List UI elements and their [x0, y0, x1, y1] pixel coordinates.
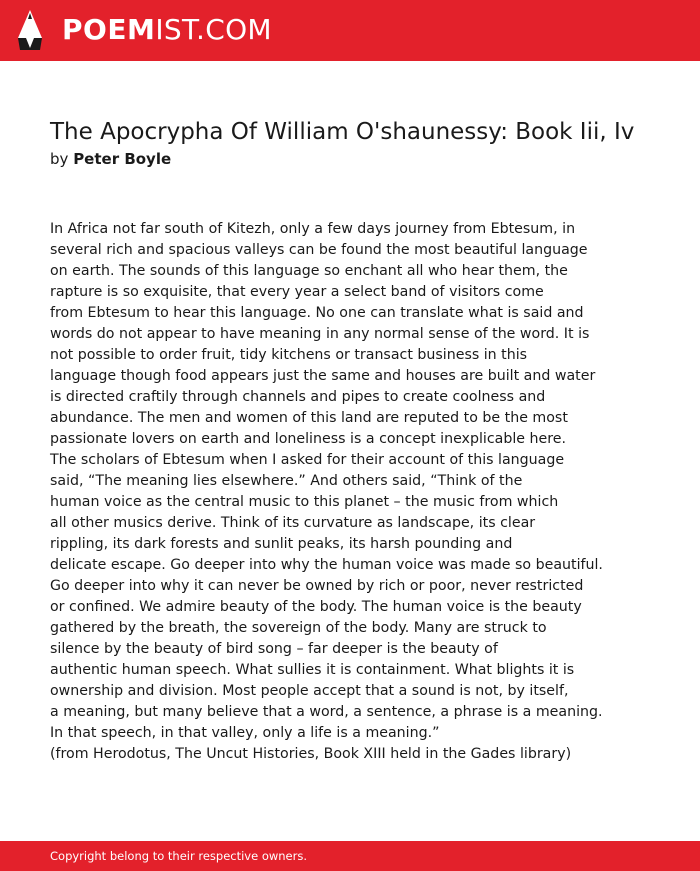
site-footer [0, 841, 700, 871]
poem-line: The scholars of Ebtesum when I asked for their account of this language [50, 452, 565, 468]
poem-line: ownership and division. Most people accept that a sound is not, by itself, [50, 683, 569, 699]
copyright-notice: Copyright belong to their respective owners. [50, 849, 308, 863]
poem-line: said, “The meaning lies elsewhere.” And others said, “Think of the [50, 473, 523, 489]
pencil-tip-icon [18, 10, 42, 52]
site-header [0, 0, 700, 61]
poem-line: on earth. The sounds of this language so enchant all who hear them, the [50, 263, 568, 279]
poem-line: In Africa not far south of Kitezh, only a few days journey from Ebtesum, in [50, 221, 576, 237]
site-logo[interactable] [62, 12, 272, 48]
poem-line: rapture is so exquisite, that every year a select band of visitors come [50, 284, 544, 300]
poem-line: language though food appears just the same and houses are built and water [50, 368, 596, 384]
poem-line: gathered by the breath, the sovereign of the body. Many are struck to [50, 620, 547, 636]
poem-line: passionate lovers on earth and loneliness is a concept inexplicable here. [50, 431, 567, 447]
poem-line: from Ebtesum to hear this language. No one can translate what is said and [50, 305, 584, 321]
poem-line: delicate escape. Go deeper into why the human voice was made so beautiful. [50, 557, 603, 573]
poem-line: is directed craftily through channels and pipes to create coolness and [50, 389, 546, 405]
poem-line: human voice as the central music to this planet – the music from which [50, 494, 559, 510]
author-name: Peter Boyle [73, 150, 172, 168]
poem-line: several rich and spacious valleys can be found the most beautiful language [50, 242, 588, 258]
poem-line: rippling, its dark forests and sunlit peaks, its harsh pounding and [50, 536, 513, 552]
poem-line: not possible to order fruit, tidy kitchens or transact business in this [50, 347, 528, 363]
logo-brand-light: IST.COM [155, 13, 272, 46]
poem-line: abundance. The men and women of this land are reputed to be the most [50, 410, 568, 426]
by-label: by [50, 150, 69, 168]
poem-body [50, 219, 650, 765]
poem-line: silence by the beauty of bird song – far deeper is the beauty of [50, 641, 498, 657]
poem-line: a meaning, but many believe that a word, a sentence, a phrase is a meaning. [50, 704, 603, 720]
poem-byline [50, 149, 171, 169]
logo-brand-bold: POEM [62, 13, 156, 46]
poem-line: In that speech, in that valley, only a life is a meaning.” [50, 725, 440, 741]
poem-title: The Apocrypha Of William O'shaunessy: Book Iii, Iv [50, 119, 635, 145]
poem-line: Go deeper into why it can never be owned by rich or poor, never restricted [50, 578, 584, 594]
poem-line: (from Herodotus, The Uncut Histories, Book XIII held in the Gades library) [50, 746, 572, 762]
poem-line: all other musics derive. Think of its curvature as landscape, its clear [50, 515, 536, 531]
poem-line: or confined. We admire beauty of the body. The human voice is the beauty [50, 599, 582, 615]
poem-line: words do not appear to have meaning in any normal sense of the word. It is [50, 326, 590, 342]
poem-line: authentic human speech. What sullies it is containment. What blights it is [50, 662, 575, 678]
